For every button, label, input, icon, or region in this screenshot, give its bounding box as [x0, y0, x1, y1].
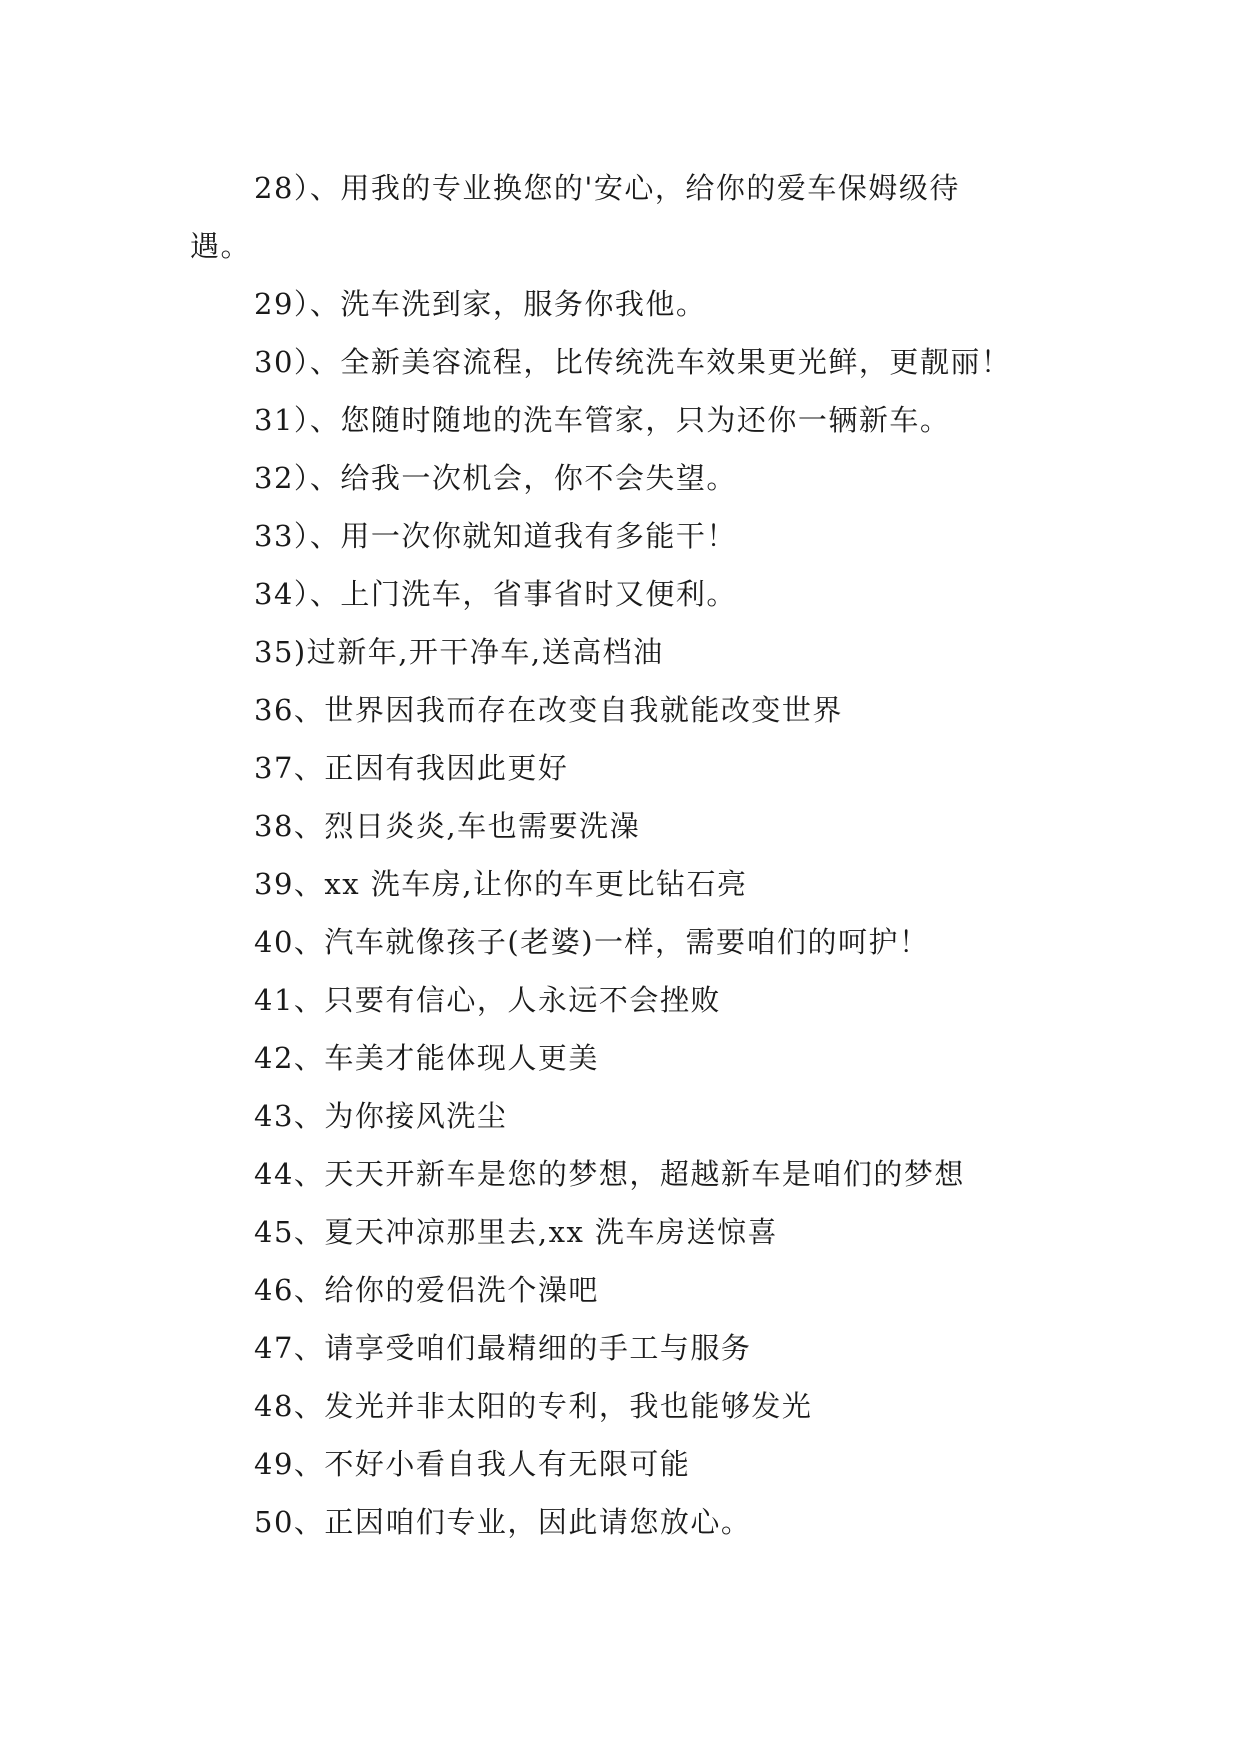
list-item: 41、只要有信心，人永远不会挫败 [254, 983, 721, 1017]
list-item: 30）、全新美容流程，比传统洗车效果更光鲜，更靓丽！ [254, 345, 1012, 379]
slogan-list [190, 159, 1060, 1551]
list-item-28-line-1: 28）、用我的专业换您的'安心，给你的爱车保姆级待 [254, 171, 960, 205]
list-item: 34）、上门洗车，省事省时又便利。 [254, 577, 737, 611]
list-item: 38、烈日炎炎,车也需要洗澡 [254, 809, 641, 843]
list-item: 43、为你接风洗尘 [254, 1099, 508, 1133]
list-item: 50、正因咱们专业，因此请您放心。 [254, 1505, 752, 1539]
list-item: 47、请享受咱们最精细的手工与服务 [254, 1331, 752, 1365]
list-item: 36、世界因我而存在改变自我就能改变世界 [254, 693, 843, 727]
list-item: 29）、洗车洗到家，服务你我他。 [254, 287, 707, 321]
list-item-28-line-2: 遇。 [190, 229, 252, 263]
list-item: 31）、您随时随地的洗车管家，只为还你一辆新车。 [254, 403, 951, 437]
list-item: 42、车美才能体现人更美 [254, 1041, 599, 1075]
list-item: 45、夏天冲凉那里去,xx 洗车房送惊喜 [254, 1215, 779, 1249]
list-item: 39、xx 洗车房,让你的车更比钻石亮 [254, 867, 748, 901]
list-item: 46、给你的爱侣洗个澡吧 [254, 1273, 599, 1307]
list-item: 32）、给我一次机会，你不会失望。 [254, 461, 737, 495]
list-item: 35)过新年,开干净车,送高档油 [254, 635, 664, 669]
list-item: 40、汽车就像孩子(老婆)一样，需要咱们的呵护！ [254, 925, 930, 959]
list-item: 33）、用一次你就知道我有多能干！ [254, 519, 737, 553]
list-item: 44、天天开新车是您的梦想，超越新车是咱们的梦想 [254, 1157, 965, 1191]
list-item: 48、发光并非太阳的专利，我也能够发光 [254, 1389, 813, 1423]
list-item: 49、不好小看自我人有无限可能 [254, 1447, 691, 1481]
list-item: 37、正因有我因此更好 [254, 751, 569, 785]
